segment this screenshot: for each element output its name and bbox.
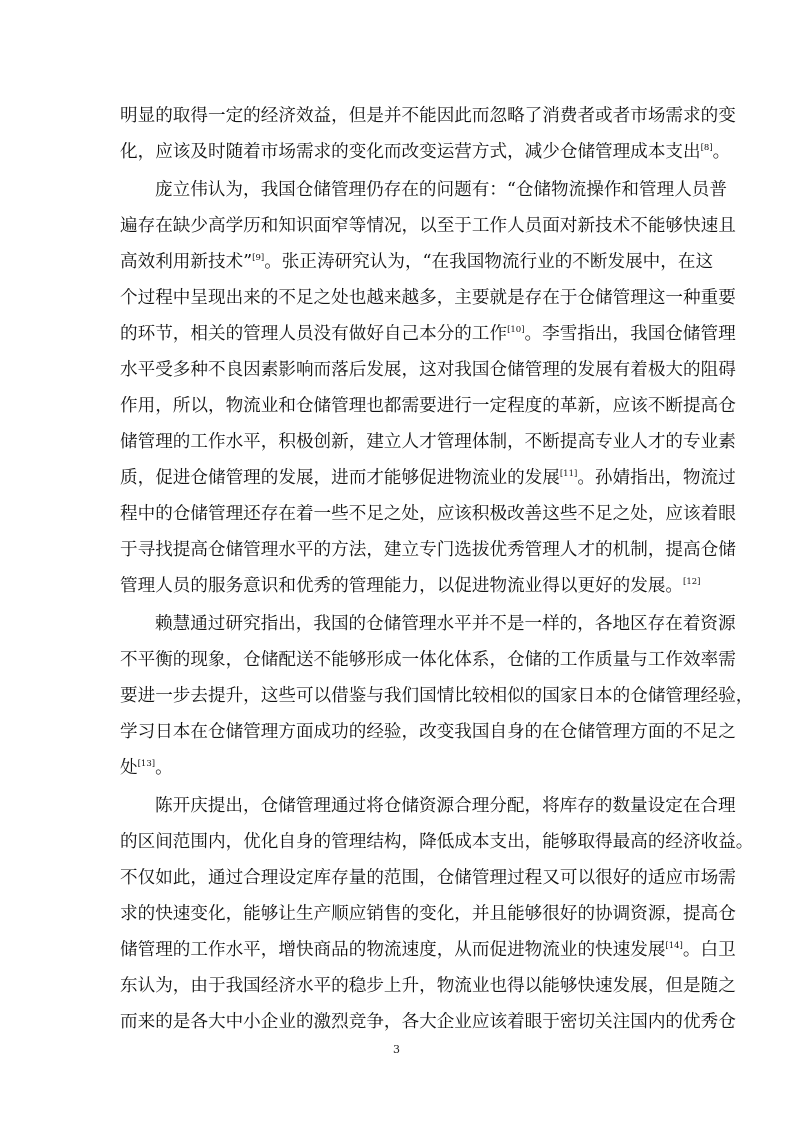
text-line [120,252,714,272]
text-line [120,650,736,670]
text-line [120,686,754,706]
text-segment: 而来的是各大中小企业的激烈竞争，各大企业应该着眼于密切关注国内的优秀仓 [120,1012,736,1032]
text-line [120,576,701,596]
text-line [120,106,736,126]
text-line [120,360,736,380]
text-segment: 。李雪指出，我国仓储管理 [524,324,736,344]
page-number: 3 [393,1043,400,1056]
text-line [120,940,736,960]
citation-reference: [8] [700,143,713,153]
text-segment: 储管理的工作水平，积极创新，建立人才管理体制，不断提高专业人才的专业素 [120,432,736,452]
text-segment: 个过程中呈现出来的不足之处也越来越多，主要就是存在于仓储管理这一种重要 [120,288,736,308]
text-segment: 不仅如此，通过合理设定库存量的范围，仓储管理过程又可以很好的适应市场需 [120,868,736,888]
text-line [120,722,736,742]
text-segment: 赖慧通过研究指出，我国的仓储管理水平并不是一样的，各地区存在着资源 [155,614,736,634]
text-segment: 庞立伟认为，我国仓储管理仍存在的问题有：“仓储物流操作和管理人员普 [155,180,727,200]
text-line [120,396,736,416]
citation-reference: [13] [137,759,156,769]
text-segment: 管理人员的服务意识和优秀的管理能力，以促进物流业得以更好的发展。 [120,576,684,596]
text-segment: 求的快速变化，能够让生产顺应销售的变化，并且能够很好的协调资源，提高仓 [120,904,736,924]
text-line [120,288,736,308]
text-line [120,432,736,452]
text-segment: 。 [712,142,731,162]
text-segment: 遍存在缺少高学历和知识面窄等情况，以至于工作人员面对新技术不能够快速且 [120,216,736,236]
text-line [120,468,736,488]
text-segment: 学习日本在仓储管理方面成功的经验，改变我国自身的在仓储管理方面的不足之 [120,722,736,742]
citation-reference: [14] [665,941,683,951]
text-segment: 。 [155,758,173,778]
text-segment: 明显的取得一定的经济效益，但是并不能因此而忽略了消费者或者市场需求的变 [120,106,736,126]
text-segment: 化，应该及时随着市场需求的变化而改变运营方式，减少仓储管理成本支出 [120,142,701,162]
text-line [155,180,727,200]
text-line [120,1012,736,1032]
text-line [120,868,736,888]
text-segment: 程中的仓储管理还存在着一些不足之处，应该积极改善这些不足之处，应该着眼 [120,504,736,524]
text-line [155,796,736,816]
text-line [155,614,736,634]
citation-reference: [9] [252,253,265,263]
text-line [120,758,680,778]
citation-reference: [12] [683,577,701,587]
text-segment: 于寻找提高仓储管理水平的方法，建立专门选拔优秀管理人才的机制，提高仓储 [120,540,736,560]
text-segment: 要进一步去提升，这些可以借鉴与我们国情比较相似的国家日本的仓储管理经验， [120,686,754,706]
text-segment: 陈开庆提出，仓储管理通过将仓储资源合理分配，将库存的数量设定在合理 [155,796,736,816]
text-line [120,832,754,852]
text-line [120,904,736,924]
text-segment: 。孙婧指出，物流过 [577,468,736,488]
text-segment: 水平受多种不良因素影响而落后发展，这对我国仓储管理的发展有着极大的阻碍 [120,360,736,380]
text-line [120,216,736,236]
text-segment: 的区间范围内，优化自身的管理结构，降低成本支出，能够取得最高的经济收益。 [120,832,754,852]
text-segment: 东认为，由于我国经济水平的稳步上升，物流业也得以能够快速发展，但是随之 [120,976,736,996]
text-line [120,324,736,344]
text-segment: 储管理的工作水平，增快商品的物流速度，从而促进物流业的快速发展 [120,940,666,960]
text-segment: 处 [120,758,138,778]
text-segment: 质，促进仓储管理的发展，进而才能够促进物流业的发展 [120,468,560,488]
text-line [120,504,736,524]
text-line [120,976,736,996]
text-segment: 作用，所以，物流业和仓储管理也都需要进行一定程度的革新，应该不断提高仓 [120,396,736,416]
text-line [120,142,731,162]
text-line [120,540,736,560]
citation-reference: [10] [507,325,525,335]
text-segment: 。张正涛研究认为，“在我国物流行业的不断发展中，在这 [264,252,714,272]
text-segment: 高效利用新技术” [120,252,253,272]
text-segment: 不平衡的现象，仓储配送不能够形成一体化体系，仓储的工作质量与工作效率需 [120,650,736,670]
text-segment: 的环节，相关的管理人员没有做好自己本分的工作 [120,324,508,344]
citation-reference: [11] [559,469,578,479]
text-segment: 。白卫 [682,940,736,960]
